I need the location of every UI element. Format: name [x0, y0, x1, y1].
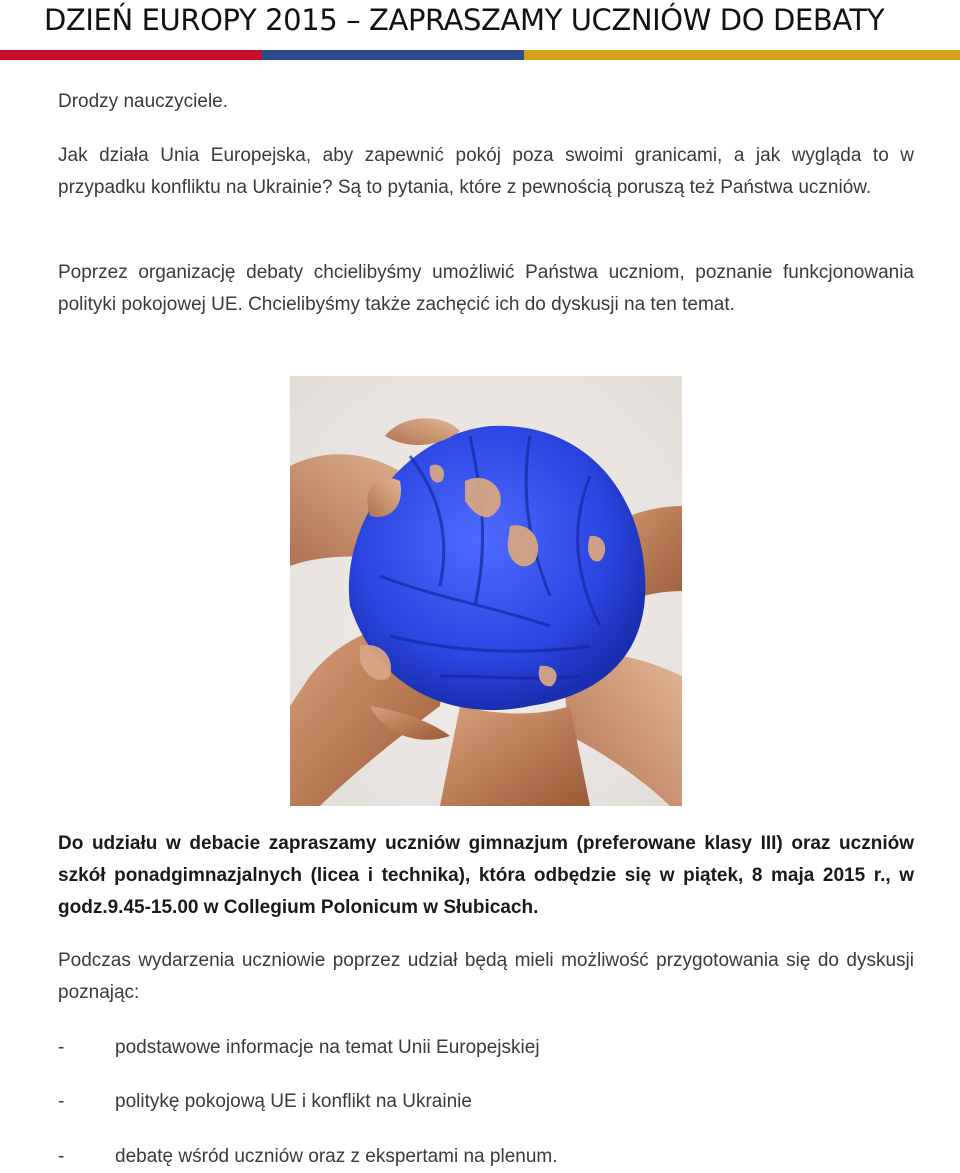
list-dash: - [58, 1146, 65, 1167]
hands-globe-photo [290, 376, 682, 806]
list-item-text: politykę pokojową UE i konflikt na Ukrainie [115, 1091, 472, 1112]
invitation-paragraph: Do udziału w debacie zapraszamy uczniów gimnazjum (preferowane klasy III) oraz uczniów szkół ponadgimnazjalnych (licea i technika), która odbędzie się w piątek, 8 maja 2015 r., w godz.9.45-15.00 w Collegium Polonicum w Słubicach. [58, 833, 914, 918]
purpose-paragraph: Poprzez organizację debaty chcielibyśmy umożliwić Państwa uczniom, poznanie funkcjonowania polityki pokojowej UE. Chcielibyśmy także zachęcić ich do dyskusji na ten temat. [58, 262, 914, 315]
agenda-intro: Podczas wydarzenia uczniowie poprzez udział będą mieli możliwość przygotowania się do dyskusji poznając: [58, 950, 914, 1003]
header-rule-red [0, 50, 262, 60]
header-rule-gold [524, 50, 960, 60]
list-dash: - [58, 1037, 65, 1058]
header-rule-blue [262, 50, 524, 60]
greeting: Drodzy nauczyciele. [58, 91, 229, 112]
list-item-text: debatę wśród uczniów oraz z ekspertami na plenum. [115, 1146, 558, 1167]
hands-globe-illustration [290, 376, 682, 806]
list-dash: - [58, 1091, 65, 1112]
list-item-text: podstawowe informacje na temat Unii Europejskiej [115, 1037, 540, 1058]
page-title: DZIEŃ EUROPY 2015 – ZAPRASZAMY UCZNIÓW DO DEBATY [44, 3, 885, 37]
intro-paragraph: Jak działa Unia Europejska, aby zapewnić pokój poza swoimi granicami, a jak wygląda to w przypadku konfliktu na Ukrainie? Są to pytania, które z pewnością poruszą też Państwa uczniów. [58, 145, 914, 198]
